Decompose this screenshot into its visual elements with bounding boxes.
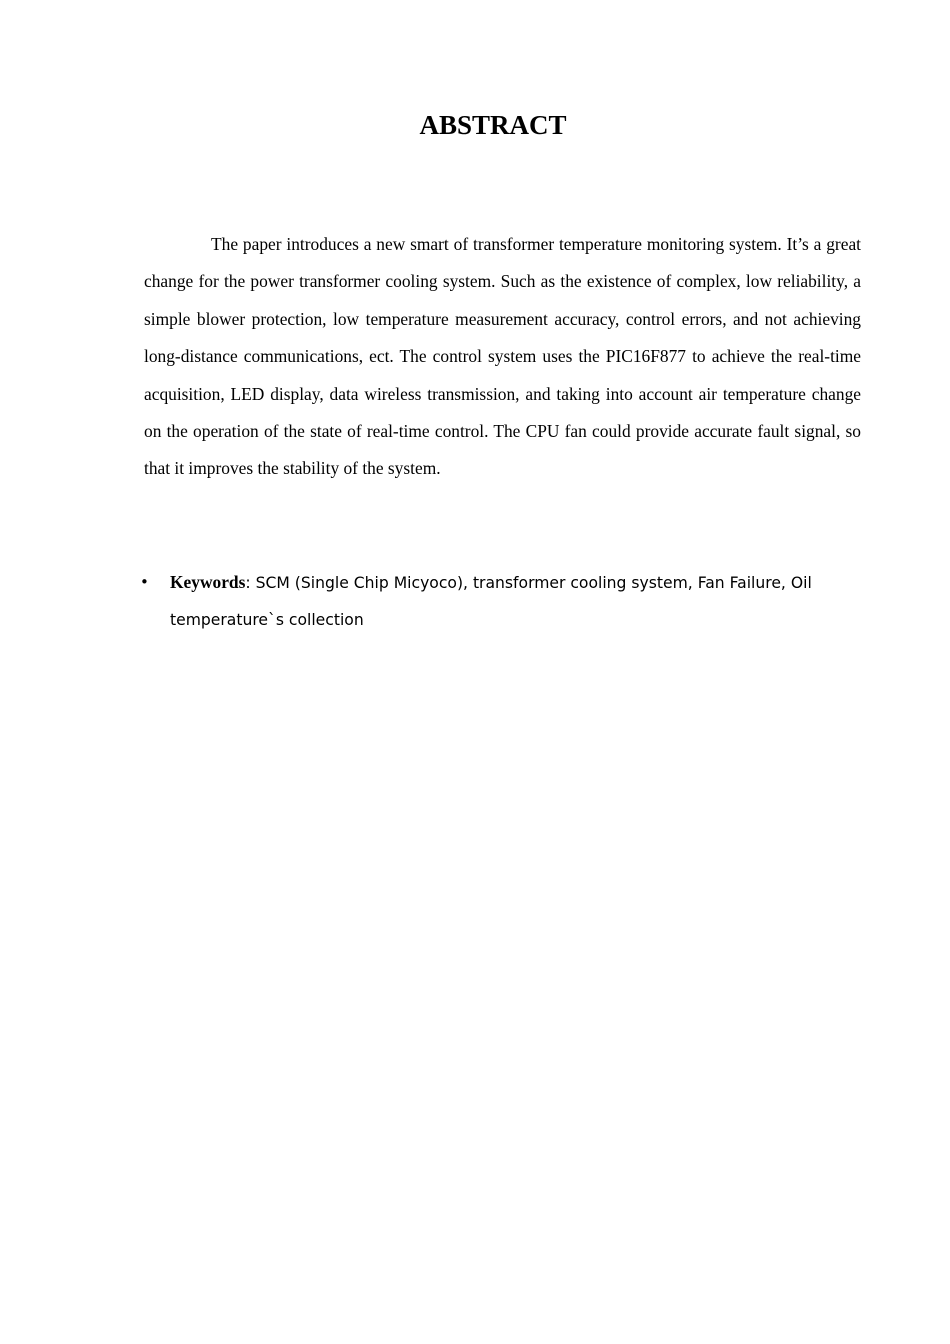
page-title: ABSTRACT (419, 110, 567, 140)
keywords-text: : SCM (Single Chip Micyoco), transformer cooling system, Fan Failure, Oil temperature`s collection (170, 574, 812, 629)
abstract-paragraph: The paper introduces a new smart of transformer temperature monitoring system. It’s a great change for the power transformer cooling system. Such as the existence of complex, low reliability, a simple blower protection, low temperature measurement accuracy, control errors, and not achieving long-distance communications, ect. The control system uses the PIC16F877 to achieve the real-time acquisition, LED display, data wireless transmission, and taking into account air temperature change on the operation of the state of real-time control. The CPU fan could provide accurate fault signal, so that it improves the stability of the system. (144, 234, 861, 479)
keywords-item (140, 564, 862, 638)
bullet-icon: • (140, 573, 149, 591)
keywords-label: Keywords (170, 572, 246, 592)
keywords-list (140, 564, 862, 638)
